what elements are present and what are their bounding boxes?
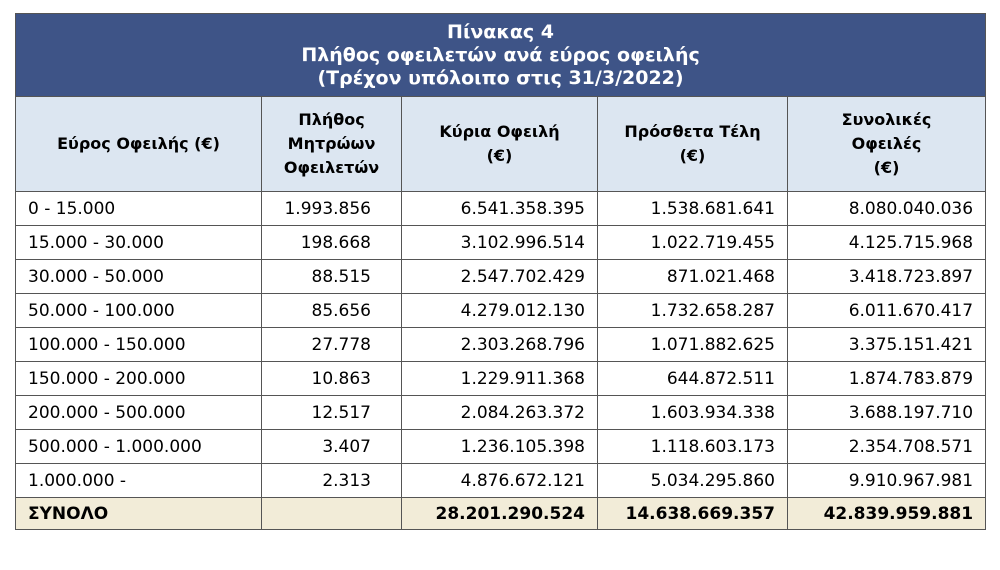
- cell-range: 30.000 - 50.000: [16, 260, 262, 294]
- cell-range: 15.000 - 30.000: [16, 226, 262, 260]
- table-row: [16, 396, 986, 430]
- cell-count: 12.517: [262, 396, 402, 430]
- table-row: [16, 362, 986, 396]
- table-row: [16, 226, 986, 260]
- cell-total: 3.375.151.421: [788, 328, 986, 362]
- column-header-range-text: Εύρος Οφειλής (€): [57, 134, 220, 153]
- cell-count: 88.515: [262, 260, 402, 294]
- column-header-count: [262, 97, 402, 192]
- table-row: [16, 430, 986, 464]
- cell-principal: 2.303.268.796: [402, 328, 598, 362]
- table-row: [16, 192, 986, 226]
- column-header-principal-line-1: Κύρια Οφειλή: [439, 122, 560, 141]
- cell-fees: 1.022.719.455: [598, 226, 788, 260]
- cell-fees: 1.118.603.173: [598, 430, 788, 464]
- cell-principal: 3.102.996.514: [402, 226, 598, 260]
- total-label: ΣΥΝΟΛΟ: [16, 498, 262, 530]
- cell-range: 50.000 - 100.000: [16, 294, 262, 328]
- cell-total: 1.874.783.879: [788, 362, 986, 396]
- cell-principal: 1.236.105.398: [402, 430, 598, 464]
- table-row: [16, 464, 986, 498]
- column-header-total-line-1: Συνολικές: [841, 110, 932, 129]
- cell-total: 4.125.715.968: [788, 226, 986, 260]
- cell-fees: 1.732.658.287: [598, 294, 788, 328]
- table-title-line-2: Πλήθος οφειλετών ανά εύρος οφειλής: [301, 43, 700, 66]
- cell-fees: 871.021.468: [598, 260, 788, 294]
- column-header-fees-line-1: Πρόσθετα Τέλη: [624, 122, 761, 141]
- table-title-line-3: (Τρέχον υπόλοιπο στις 31/3/2022): [317, 66, 684, 89]
- table-title: [16, 14, 986, 97]
- cell-fees: 1.603.934.338: [598, 396, 788, 430]
- cell-total: 6.011.670.417: [788, 294, 986, 328]
- cell-principal: 4.876.672.121: [402, 464, 598, 498]
- total-row: [16, 498, 986, 530]
- cell-fees: 1.071.882.625: [598, 328, 788, 362]
- column-header-row: [16, 97, 986, 192]
- cell-count: 10.863: [262, 362, 402, 396]
- cell-count: 198.668: [262, 226, 402, 260]
- column-header-fees: [598, 97, 788, 192]
- table-row: [16, 294, 986, 328]
- cell-range: 200.000 - 500.000: [16, 396, 262, 430]
- column-header-total-line-2: Οφειλές: [851, 134, 922, 153]
- column-header-principal-line-2: (€): [486, 146, 513, 165]
- column-header-count-line-3: Οφειλετών: [283, 158, 380, 177]
- cell-principal: 4.279.012.130: [402, 294, 598, 328]
- cell-range: 500.000 - 1.000.000: [16, 430, 262, 464]
- cell-range: 0 - 15.000: [16, 192, 262, 226]
- cell-range: 100.000 - 150.000: [16, 328, 262, 362]
- total-count: [262, 498, 402, 530]
- column-header-total: [788, 97, 986, 192]
- column-header-count-line-2: Μητρώων: [287, 134, 376, 153]
- debt-range-table: [15, 13, 986, 530]
- cell-principal: 6.541.358.395: [402, 192, 598, 226]
- total-principal: 28.201.290.524: [402, 498, 598, 530]
- cell-count: 1.993.856: [262, 192, 402, 226]
- cell-range: 150.000 - 200.000: [16, 362, 262, 396]
- table-title-line-1: Πίνακας 4: [447, 20, 554, 43]
- table-row: [16, 260, 986, 294]
- cell-fees: 1.538.681.641: [598, 192, 788, 226]
- cell-count: 2.313: [262, 464, 402, 498]
- column-header-fees-line-2: (€): [679, 146, 706, 165]
- total-total: 42.839.959.881: [788, 498, 986, 530]
- cell-principal: 2.084.263.372: [402, 396, 598, 430]
- column-header-principal: [402, 97, 598, 192]
- cell-fees: 5.034.295.860: [598, 464, 788, 498]
- cell-count: 3.407: [262, 430, 402, 464]
- cell-principal: 1.229.911.368: [402, 362, 598, 396]
- cell-fees: 644.872.511: [598, 362, 788, 396]
- cell-range: 1.000.000 -: [16, 464, 262, 498]
- cell-principal: 2.547.702.429: [402, 260, 598, 294]
- total-fees: 14.638.669.357: [598, 498, 788, 530]
- cell-total: 8.080.040.036: [788, 192, 986, 226]
- cell-total: 9.910.967.981: [788, 464, 986, 498]
- cell-total: 3.418.723.897: [788, 260, 986, 294]
- column-header-range: [16, 97, 262, 192]
- cell-count: 27.778: [262, 328, 402, 362]
- cell-total: 3.688.197.710: [788, 396, 986, 430]
- cell-total: 2.354.708.571: [788, 430, 986, 464]
- table-row: [16, 328, 986, 362]
- column-header-total-line-3: (€): [873, 158, 900, 177]
- debt-table-container: [15, 13, 985, 530]
- cell-count: 85.656: [262, 294, 402, 328]
- column-header-count-line-1: Πλήθος: [298, 110, 365, 129]
